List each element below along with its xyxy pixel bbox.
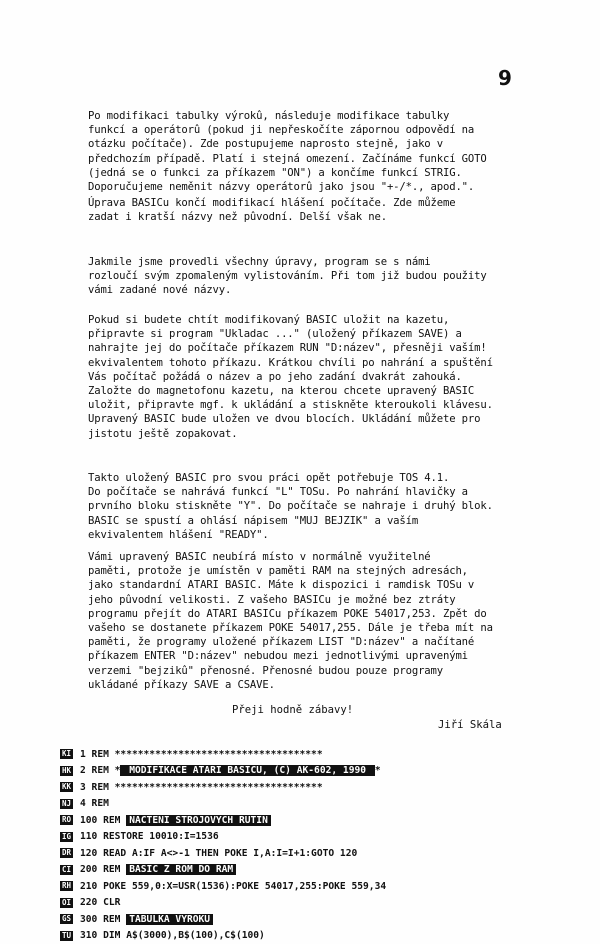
code-text: 300 REM: [80, 914, 126, 925]
code-text: 210 POKE 559,0:X=USR(1536):POKE 54017,255:POKE 559,34: [80, 881, 386, 892]
author-signature: Jiří Skála: [438, 719, 502, 731]
paragraph-4: Pokud si budete chtít modifikovaný BASIC uložit na kazetu, připravte si program "Ukladac ..." (uložený příkazem SAVE) a nahrajte jej do počítače příkazem RUN "D:název", přesněji vaším! ekvivalentem tohoto příkazu. Krátkou chvíli po nahrání a spuštění Vás počítač požádá o název a po jeho zadání dvakrát zahouká. Založte do magnetofonu kazetu, na kterou chcete upravený BASIC uložit, připravte mgf. k ukládání a stiskněte kteroukoli klávesu. Upravený BASIC bude uložen ve dvou blocích. Ukládání můžete pro jistotu ještě zopakovat.: [88, 313, 520, 441]
code-text-tail: ************************************: [115, 749, 323, 760]
code-line: [60, 796, 570, 813]
code-line: [60, 829, 570, 846]
code-text: 100 REM: [80, 815, 126, 826]
paragraph-6: Vámi upravený BASIC neubírá místo v normálně využitelné paměti, protože je umístěn v paměti RAM na stejných adresách, jako standardní ATARI BASIC. Máte k dispozici i ramdisk TOSu v jeho pûvodní velikosti. Z vašeho BASICu je možné bez ztráty programu přejít do ATARI BASICu příkazem POKE 54017,253. Zpět do vašeho se dostanete příkazem POKE 54017,255. Dále je třeba mít na paměti, že programy uložené příkazem LIST "D:název" a načítané příkazem ENTER "D:název" nebudou mezi jednotlivými upravenými verzemi "bejzikû" přenosné. Přenosné budou pouze programy ukládané příkazy SAVE a CSAVE.: [88, 550, 520, 692]
code-text: 220 CLR: [80, 897, 120, 908]
checksum-badge: KI: [60, 749, 73, 759]
greeting: Přeji hodně zábavy!: [232, 704, 353, 716]
code-text-tail: ************************************: [115, 782, 323, 793]
page-number: 9: [498, 66, 512, 90]
code-line: [60, 779, 570, 796]
checksum-badge: RH: [60, 881, 73, 891]
checksum-badge: TU: [60, 931, 73, 941]
code-text: 4 REM: [80, 798, 109, 809]
paragraph-5: Takto uložený BASIC pro svou práci opět potřebuje TOS 4.1. Do počítače se nahrává funkcí "L" TOSu. Po nahrání hlavičky a prvního bloku stiskněte "Y". Do počítače se nahraje i druhý blok. BASIC se spustí a ohlásí nápisem "MUJ BEJZIK" a vaším ekvivalentem hlášení "READY".: [88, 471, 520, 542]
checksum-badge: HK: [60, 766, 73, 776]
code-text: 1 REM: [80, 749, 115, 760]
code-line: [60, 812, 570, 829]
paragraph-2: Úprava BASICu končí modifikací hlášení počítače. Zde můžeme zadat i kratší názvy než pûvodní. Delší však ne.: [88, 196, 520, 224]
checksum-badge: IG: [60, 832, 73, 842]
checksum-badge: DR: [60, 848, 73, 858]
inverse-text: MODIFIKACE ATARI BASICU, (C) AK-602, 1990: [120, 765, 374, 776]
checksum-badge: KK: [60, 782, 73, 792]
code-text: 110 RESTORE 10010:I=1536: [80, 831, 219, 842]
code-line: [60, 862, 570, 879]
checksum-badge: OI: [60, 898, 73, 908]
code-line: [60, 746, 570, 763]
inverse-text: TABULKA VYROKU: [126, 914, 213, 925]
code-line: [60, 763, 570, 780]
code-text-tail: *: [375, 765, 381, 776]
code-line: [60, 878, 570, 895]
code-line: [60, 928, 570, 944]
checksum-badge: GS: [60, 914, 73, 924]
code-line: [60, 845, 570, 862]
code-line: [60, 895, 570, 912]
code-text: 3 REM: [80, 782, 115, 793]
code-text: 120 READ A:IF A<>-1 THEN POKE I,A:I=I+1:GOTO 120: [80, 848, 357, 859]
inverse-text: BASIC Z ROM DO RAM: [126, 864, 236, 875]
basic-listing: [60, 746, 570, 944]
paragraph-1: Po modifikaci tabulky výrokû, následuje modifikace tabulky funkcí a operátorû (pokud ji nepřeskočíte zápornou odpovědí na otázku počítače). Zde postupujeme naprosto stejně, jako v předchozím případě. Platí i stejná omezení. Začínáme funkcí GOTO (jedná se o funkci za příkazem "ON") a končíme funkcí STRIG. Doporučujeme neměnit názvy operátorû jako jsou "+-/*., apod.".: [88, 109, 520, 194]
checksum-badge: NJ: [60, 799, 73, 809]
paragraph-3: Jakmile jsme provedli všechny úpravy, program se s námi rozloučí svým zpomaleným vylistováním. Při tom již budou použity vámi zadané nové názvy.: [88, 255, 520, 298]
code-line: [60, 911, 570, 928]
code-text: 200 REM: [80, 864, 126, 875]
code-text: 2 REM *: [80, 765, 120, 776]
checksum-badge: CI: [60, 865, 73, 875]
checksum-badge: RO: [60, 815, 73, 825]
code-text: 310 DIM A$(3000),B$(100),C$(100): [80, 930, 265, 941]
inverse-text: NACTENI STROJOVYCH RUTIN: [126, 815, 271, 826]
